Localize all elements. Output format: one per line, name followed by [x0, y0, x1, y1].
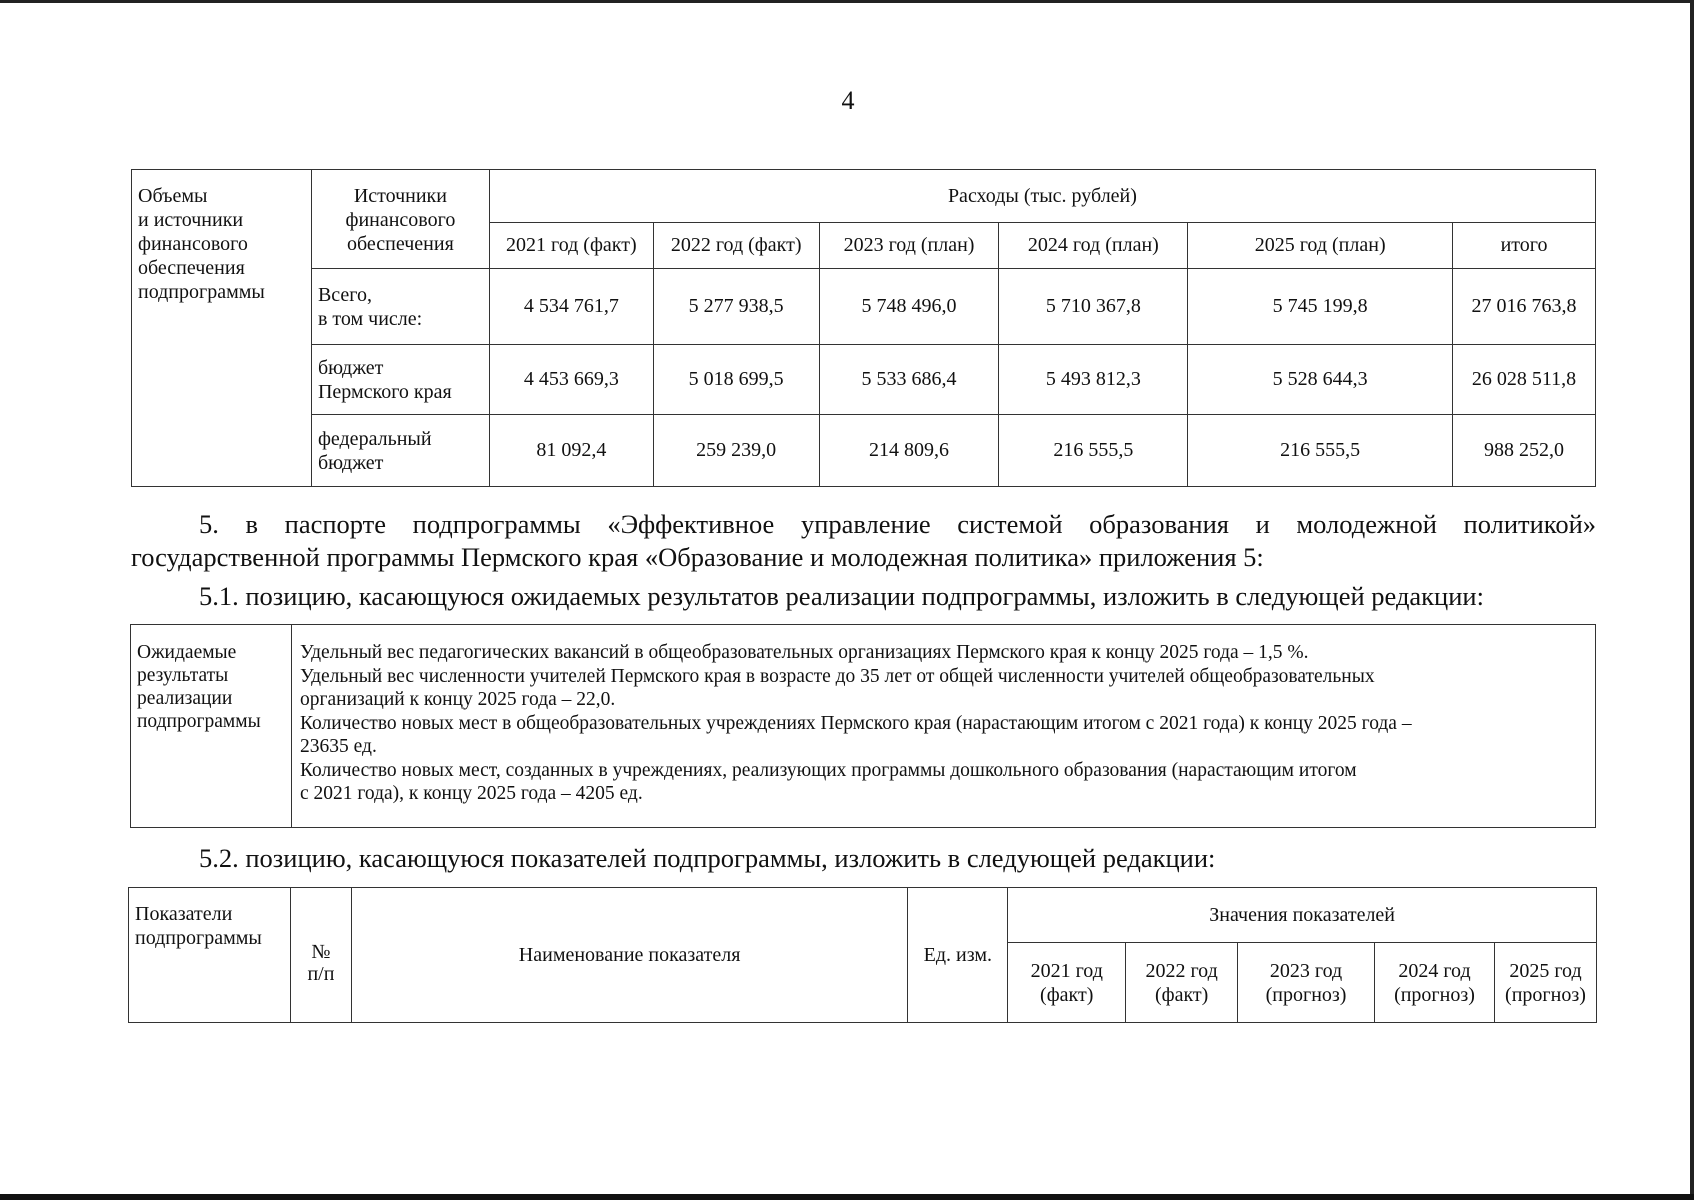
- year-header: 2025 год (план): [1188, 223, 1453, 269]
- results-content: [292, 625, 1596, 828]
- result-line: Удельный вес педагогических вакансий в общеобразовательных организациях Пермского края к концу 2025 года – 1,5 %.: [300, 642, 1309, 663]
- value-cell: 5 493 812,3: [999, 345, 1188, 415]
- total-cell: 27 016 763,8: [1453, 269, 1596, 345]
- total-header: итого: [1453, 223, 1596, 269]
- result-line: 23635 ед.: [300, 736, 377, 757]
- indicators-table: [128, 887, 1597, 1023]
- scan-edge-right: [1690, 0, 1694, 1200]
- result-line: Количество новых мест, созданных в учреждениях, реализующих программы дошкольного образования (нарастающим итогом: [300, 759, 1357, 781]
- value-cell: 81 092,4: [489, 415, 653, 487]
- result-line: организаций к концу 2025 года – 22,0.: [300, 689, 616, 710]
- year-header: 2023 год (прогноз): [1238, 943, 1375, 1023]
- value-cell: 216 555,5: [1188, 415, 1453, 487]
- value-cell: 5 018 699,5: [653, 345, 819, 415]
- expenses-header: Расходы (тыс. рублей): [489, 170, 1595, 223]
- value-cell: 5 528 644,3: [1188, 345, 1453, 415]
- result-line: с 2021 года), к концу 2025 года – 4205 ед.: [300, 783, 643, 804]
- table-row: [132, 345, 1596, 415]
- year-header: 2021 год (факт): [489, 223, 653, 269]
- paragraph-5-line-1: 5. в паспорте подпрограммы «Эффективное управление системой образования и молодежной политикой»: [199, 509, 1596, 539]
- value-cell: 214 809,6: [819, 415, 999, 487]
- value-cell: 5 533 686,4: [819, 345, 999, 415]
- paragraph-5-1: 5.1. позицию, касающуюся ожидаемых результатов реализации подпрограммы, изложить в следующей редакции:: [199, 581, 1484, 611]
- number-header: № п/п: [290, 888, 351, 1023]
- scan-edge-bottom: [0, 1194, 1694, 1200]
- value-cell: 216 555,5: [999, 415, 1188, 487]
- value-cell: 5 748 496,0: [819, 269, 999, 345]
- value-cell: 259 239,0: [653, 415, 819, 487]
- finance-row-label: Объемы и источники финансового обеспечения подпрограммы: [132, 170, 312, 487]
- year-header: 2023 год (план): [819, 223, 999, 269]
- results-table: [130, 624, 1596, 828]
- year-header: 2022 год (факт): [653, 223, 819, 269]
- value-cell: 5 277 938,5: [653, 269, 819, 345]
- result-line: Удельный вес численности учителей Пермского края в возрасте до 35 лет от общей численности учителей общеобразовательных: [300, 665, 1375, 687]
- value-cell: 5 745 199,8: [1188, 269, 1453, 345]
- year-header: 2022 год (факт): [1126, 943, 1238, 1023]
- unit-header: Ед. изм.: [908, 888, 1008, 1023]
- year-header: 2025 год (прогноз): [1494, 943, 1596, 1023]
- source-cell: бюджет Пермского края: [311, 345, 489, 415]
- source-cell: Всего, в том числе:: [311, 269, 489, 345]
- paragraph-5: [131, 508, 1596, 574]
- indicator-name-header: Наименование показателя: [351, 888, 907, 1023]
- scan-edge-top: [0, 0, 1694, 3]
- year-header: 2021 год (факт): [1008, 943, 1126, 1023]
- value-cell: 4 453 669,3: [489, 345, 653, 415]
- indicators-label: Показатели подпрограммы: [129, 888, 291, 1023]
- paragraph-5-line-2: государственной программы Пермского края «Образование и молодежная политика» приложения 5:: [131, 542, 1264, 572]
- total-cell: 26 028 511,8: [1453, 345, 1596, 415]
- value-cell: 5 710 367,8: [999, 269, 1188, 345]
- results-label: Ожидаемые результаты реализации подпрограммы: [131, 625, 292, 828]
- source-cell: федеральный бюджет: [311, 415, 489, 487]
- table-row: [132, 415, 1596, 487]
- finance-table: [131, 169, 1596, 487]
- total-cell: 988 252,0: [1453, 415, 1596, 487]
- table-row: [132, 269, 1596, 345]
- year-header: 2024 год (прогноз): [1375, 943, 1495, 1023]
- sources-header: Источники финансового обеспечения: [311, 170, 489, 269]
- result-line: Количество новых мест в общеобразовательных учреждениях Пермского края (нарастающим итогом с 2021 года) к концу 2025 года –: [300, 712, 1412, 734]
- values-header: Значения показателей: [1008, 888, 1597, 943]
- value-cell: 4 534 761,7: [489, 269, 653, 345]
- year-header: 2024 год (план): [999, 223, 1188, 269]
- page-number: 4: [841, 86, 855, 115]
- paragraph-5-2: 5.2. позицию, касающуюся показателей подпрограммы, изложить в следующей редакции:: [199, 843, 1216, 873]
